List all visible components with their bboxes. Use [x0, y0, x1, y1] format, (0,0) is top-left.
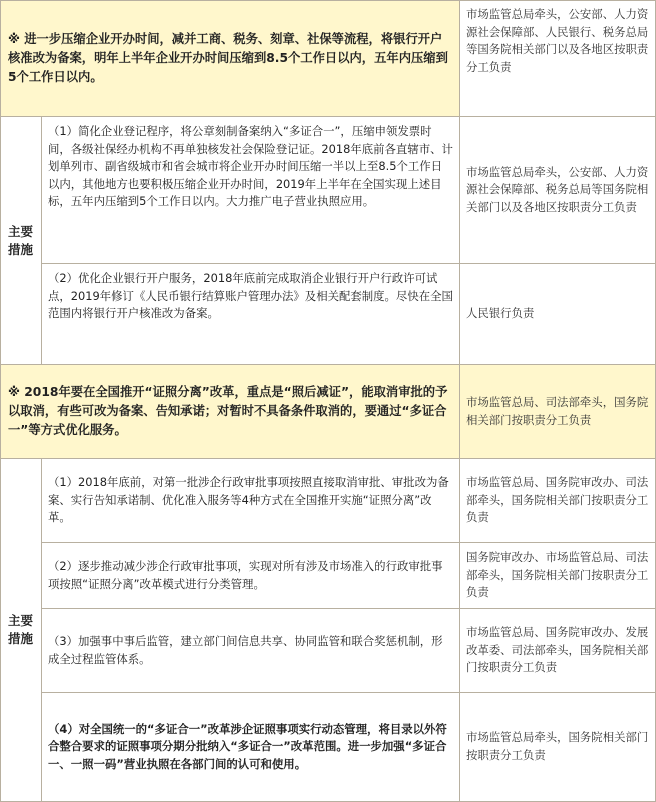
section2-measure-3-resp-text: 市场监管总局、国务院审改办、发展改革委、司法部牵头，国务院相关部门按职责分工负责 — [466, 625, 649, 675]
section1-heading-responsibility — [460, 0, 656, 117]
section1-label-text: 主要措施 — [7, 223, 33, 257]
section2-measure-4-text: （4）对全国统一的“多证合一”改革涉企证照事项实行动态管理，将目录以外符合整合要求的证照事项分期分批纳入“多证合一”改革范围。进一步加强“多证合一、一照一码”营业执照在各部门间的认可和使用。 — [48, 721, 447, 771]
section2-measure-2-resp-text: 国务院审改办、市场监管总局、司法部牵头，国务院相关部门按职责分工负责 — [466, 550, 649, 600]
section2-measure-3-responsibility — [460, 609, 656, 693]
section1-heading-text: ※ 进一步压缩企业开办时间，减并工商、税务、刻章、社保等流程，将银行开户核准改为备案，明年上半年企业开办时间压缩到8.5个工作日以内，五年内压缩到5个工作日以内。 — [8, 31, 448, 84]
section2-label — [0, 459, 42, 802]
section1-heading — [0, 0, 460, 117]
section2-measure-1-responsibility — [460, 459, 656, 543]
section1-label — [0, 117, 42, 365]
section1-measure-1-responsibility — [460, 117, 656, 264]
section1-measure-1 — [42, 117, 460, 264]
section2-measure-1-resp-text: 市场监管总局、国务院审改办、司法部牵头，国务院相关部门按职责分工负责 — [466, 475, 649, 525]
section1-heading-resp-text: 市场监管总局牵头，公安部、人力资源社会保障部、人民银行、税务总局等国务院相关部门以及各地区按职责分工负责 — [466, 7, 649, 74]
section2-measure-3-text: （3）加强事中事后监管，建立部门间信息共享、协同监管和联合奖惩机制，形成全过程监管体系。 — [48, 633, 443, 666]
section2-measure-3 — [42, 609, 460, 693]
section2-measure-2 — [42, 543, 460, 609]
section1-measure-2-text: （2）优化企业银行开户服务，2018年底前完成取消企业银行开户行政许可试点，2019年修订《人民币银行结算账户管理办法》及相关配套制度。尽快在全国范围内将银行开户核准改为备案。 — [48, 271, 453, 321]
section2-heading-resp-text: 市场监管总局、司法部牵头，国务院相关部门按职责分工负责 — [466, 394, 649, 427]
section2-measure-2-text: （2）逐步推动减少涉企行政审批事项，实现对所有涉及市场准入的行政审批事项按照“证照分离”改革模式进行分类管理。 — [48, 558, 443, 591]
section2-measure-1 — [42, 459, 460, 543]
section1-measure-1-resp-text: 市场监管总局牵头，公安部、人力资源社会保障部、税务总局等国务院相关部门以及各地区按职责分工负责 — [466, 164, 649, 214]
section1-measure-1-text: （1）简化企业登记程序，将公章刻制备案纳入“多证合一”，压缩申领发票时间，各级社保经办机构不再单独核发社会保险登记证。2018年底前各直辖市、计划单列市、副省级城市和省会城市将企业开办时间压缩一半以上至8.5个工作日以内，其他地方也要积极压缩企业开办时间，2019年上半年在全国实现上述目标，五年内压缩到5个工作日以内。大力推广电子营业执照应用。 — [48, 124, 453, 209]
section1-measure-2-responsibility — [460, 264, 656, 365]
section2-heading-responsibility — [460, 365, 656, 459]
section2-heading-text: ※ 2018年要在全国推开“证照分离”改革，重点是“照后减证”，能取消审批的予以取消，有些可改为备案、告知承诺；对暂时不具备条件取消的，要通过“多证合一”等方式优化服务。 — [8, 385, 448, 437]
section2-measure-4 — [42, 693, 460, 802]
section2-measure-4-resp-text: 市场监管总局牵头，国务院相关部门按职责分工负责 — [466, 730, 649, 762]
section1-measure-2 — [42, 264, 460, 365]
section2-label-text: 主要措施 — [7, 613, 33, 646]
section2-heading — [0, 365, 460, 459]
section2-measure-2-responsibility — [460, 543, 656, 609]
section1-measure-2-resp-text: 人民银行负责 — [466, 306, 535, 321]
section2-measure-4-responsibility — [460, 693, 656, 802]
section2-measure-1-text: （1）2018年底前，对第一批涉企行政审批事项按照直接取消审批、审批改为备案、实行告知承诺制、优化准入服务等4种方式在全国推开实施“证照分离”改革。 — [48, 475, 449, 525]
